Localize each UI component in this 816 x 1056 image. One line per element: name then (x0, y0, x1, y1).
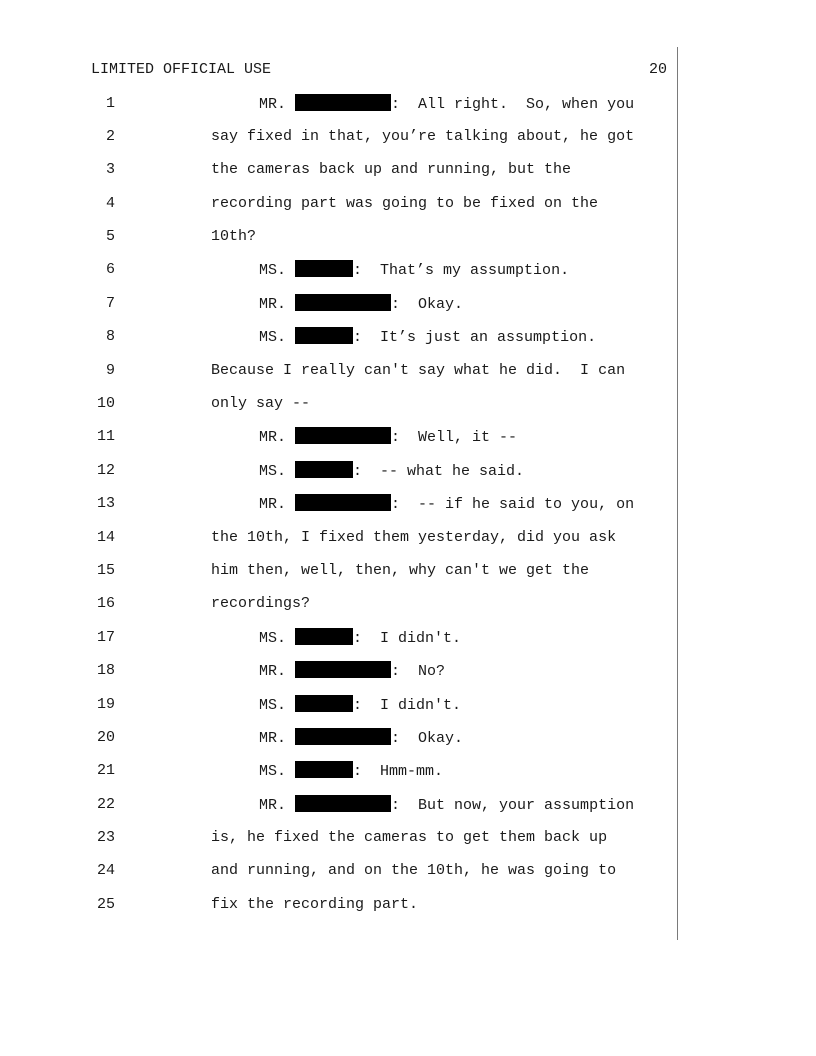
speech-text: : No? (391, 663, 446, 681)
transcript-line (0, 294, 816, 327)
transcript-line (0, 594, 816, 627)
transcript-line (0, 127, 816, 160)
redaction-box (295, 327, 353, 344)
line-number: 17 (96, 628, 115, 646)
redaction-box (295, 795, 391, 812)
line-text (259, 294, 463, 315)
line-text: recording part was going to be fixed on the (211, 194, 599, 212)
transcript-line (0, 461, 816, 494)
transcript-line (0, 494, 816, 527)
transcript-line (0, 728, 816, 761)
speech-text: : It’s just an assumption. (353, 329, 597, 347)
speech-text: : That’s my assumption. (353, 262, 570, 280)
line-text: say fixed in that, you’re talking about, he got (211, 127, 635, 145)
line-number: 10 (96, 395, 115, 413)
transcript-line (0, 227, 816, 260)
line-number: 5 (105, 228, 115, 246)
line-number: 1 (105, 94, 115, 112)
line-number: 18 (96, 662, 115, 680)
speaker-label: MR. (259, 796, 287, 814)
speaker-label: MS. (259, 696, 287, 714)
speaker-label: MS. (259, 462, 287, 480)
transcript-line (0, 260, 816, 293)
line-text (259, 461, 524, 482)
transcript-line (0, 895, 816, 928)
speaker-label: MR. (259, 729, 287, 747)
line-number: 16 (96, 595, 115, 613)
line-text (259, 761, 443, 782)
line-text: him then, well, then, why can't we get the (211, 561, 590, 579)
redaction-box (295, 695, 353, 712)
line-number: 25 (96, 895, 115, 913)
redaction-box (295, 427, 391, 444)
speaker-label: MS. (259, 763, 287, 781)
transcript-line (0, 861, 816, 894)
line-number: 24 (96, 862, 115, 880)
transcript-body (0, 94, 816, 929)
line-text: only say -- (211, 395, 311, 413)
speech-text: : I didn't. (353, 696, 462, 714)
line-text (259, 728, 463, 749)
redaction-box (295, 294, 391, 311)
line-text: and running, and on the 10th, he was going to (211, 862, 617, 880)
speech-text: : All right. So, when you (391, 95, 635, 113)
speaker-label: MS. (259, 629, 287, 647)
line-text (259, 327, 596, 348)
transcript-line (0, 528, 816, 561)
speaker-label: MR. (259, 496, 287, 514)
line-text (259, 94, 634, 115)
redaction-box (295, 761, 353, 778)
redaction-box (295, 461, 353, 478)
line-number: 12 (96, 461, 115, 479)
speech-text: : -- if he said to you, on (391, 496, 635, 514)
transcript-line (0, 94, 816, 127)
transcript-line (0, 361, 816, 394)
line-text: Because I really can't say what he did. I can (211, 361, 626, 379)
transcript-line (0, 828, 816, 861)
transcript-line (0, 761, 816, 794)
line-number: 7 (105, 294, 115, 312)
line-text: is, he fixed the cameras to get them back up (211, 829, 608, 847)
speaker-label: MS. (259, 262, 287, 280)
classification-header: LIMITED OFFICIAL USE (91, 61, 272, 78)
transcript-line (0, 194, 816, 227)
line-number: 23 (96, 829, 115, 847)
line-text: the 10th, I fixed them yesterday, did you ask (211, 528, 617, 546)
speech-text: : Okay. (391, 729, 464, 747)
speech-text: : I didn't. (353, 629, 462, 647)
line-number: 8 (105, 328, 115, 346)
speaker-label: MR. (259, 663, 287, 681)
redaction-box (295, 260, 353, 277)
transcript-line (0, 561, 816, 594)
line-number: 14 (96, 528, 115, 546)
line-number: 6 (105, 261, 115, 279)
line-number: 19 (96, 695, 115, 713)
transcript-line (0, 394, 816, 427)
line-number: 2 (105, 127, 115, 145)
line-text: 10th? (211, 228, 257, 246)
line-text (259, 427, 517, 448)
line-text: fix the recording part. (211, 895, 419, 913)
speech-text: : -- what he said. (353, 462, 525, 480)
line-text: recordings? (211, 595, 311, 613)
line-number: 11 (96, 428, 115, 446)
speaker-label: MR. (259, 95, 287, 113)
line-text (259, 695, 461, 716)
line-text (259, 661, 445, 682)
line-number: 13 (96, 495, 115, 513)
redaction-box (295, 494, 391, 511)
line-text (259, 795, 634, 816)
redaction-box (295, 728, 391, 745)
line-number: 3 (105, 161, 115, 179)
redaction-box (295, 661, 391, 678)
line-number: 9 (105, 361, 115, 379)
line-text: the cameras back up and running, but the (211, 161, 572, 179)
line-number: 20 (96, 728, 115, 746)
speaker-label: MS. (259, 329, 287, 347)
transcript-line (0, 661, 816, 694)
transcript-line (0, 160, 816, 193)
line-number: 21 (96, 762, 115, 780)
speech-text: : But now, your assumption (391, 796, 635, 814)
redaction-box (295, 94, 391, 111)
transcript-line (0, 628, 816, 661)
speech-text: : Hmm-mm. (353, 763, 444, 781)
transcript-line (0, 795, 816, 828)
transcript-line (0, 427, 816, 460)
line-number: 15 (96, 561, 115, 579)
speaker-label: MR. (259, 295, 287, 313)
transcript-line (0, 695, 816, 728)
redaction-box (295, 628, 353, 645)
speech-text: : Okay. (391, 295, 464, 313)
transcript-line (0, 327, 816, 360)
page-number: 20 (648, 61, 667, 78)
line-number: 4 (105, 194, 115, 212)
line-number: 22 (96, 795, 115, 813)
line-text (259, 628, 461, 649)
line-text (259, 260, 569, 281)
speaker-label: MR. (259, 429, 287, 447)
line-text (259, 494, 634, 515)
speech-text: : Well, it -- (391, 429, 518, 447)
